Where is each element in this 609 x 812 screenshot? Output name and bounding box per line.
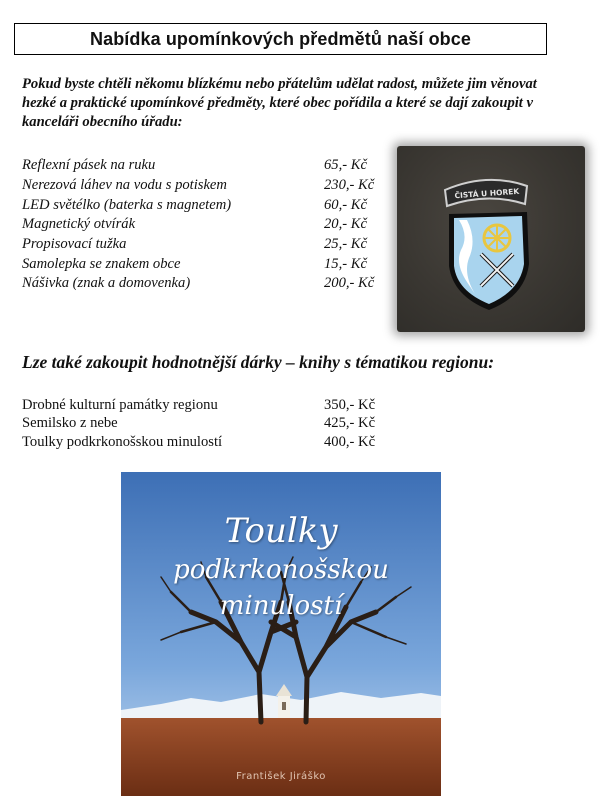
list-item [22,396,422,415]
ploughed-field [121,718,441,796]
page-title: Nabídka upomínkových předmětů naší obce [14,23,547,55]
embroidered-patch-image [397,146,585,332]
book-name: Drobné kulturní památky regionu [22,396,218,413]
list-item [22,156,402,176]
intro-paragraph: Pokud byste chtěli někomu blízkému nebo přátelům udělat radost, můžete jim věnovat hezké a praktické upomínkové předměty, které obec pořídila a které se dají zakoupit v kanceláři obecního úřadu: [22,76,537,130]
item-name: Reflexní pásek na ruku [22,157,156,174]
list-item [22,415,422,434]
book-name: Semilsko z nebe [22,415,118,432]
wheel-icon [484,225,510,251]
book-name: Toulky podkrkonošskou minulostí [22,433,223,450]
item-name: Propisovací tužka [22,236,127,253]
list-item [22,274,402,294]
item-price: 65,- Kč [324,157,367,174]
book-price: 425,- Kč [324,415,376,432]
book-price: 400,- Kč [324,433,376,450]
item-name: LED světélko (baterka s magnetem) [22,196,232,213]
list-item [22,176,402,196]
list-item [22,215,402,235]
item-price: 230,- Kč [324,177,375,194]
book-cover-image [121,472,441,796]
list-item [22,195,402,215]
list-item [22,254,402,274]
item-price: 15,- Kč [324,255,367,272]
cover-title-line: podkrkonošskou [173,555,389,585]
item-price: 200,- Kč [324,275,375,292]
item-name: Magnetický otvírák [22,216,136,233]
item-name: Nášivka (znak a domovenka) [22,275,191,292]
cover-title-line: Toulky [224,511,338,551]
cover-title-line: minulostí [219,591,343,621]
books-heading: Lze také zakoupit hodnotnější dárky – knihy s tématikou regionu: [22,352,495,372]
item-name: Samolepka se znakem obce [22,255,181,272]
book-cover-title [121,510,441,624]
souvenir-price-list [22,156,402,294]
book-price-list [22,396,422,452]
item-name: Nerezová láhev na vodu s potiskem [22,177,227,194]
book-cover-author: František Jiráško [236,771,326,782]
item-price: 20,- Kč [324,216,367,233]
list-item [22,433,422,452]
item-price: 60,- Kč [324,196,367,213]
patch-photo [397,146,585,332]
list-item [22,235,402,255]
patch-tab-text: ČISTÁ U HOREK [454,186,520,201]
book-price: 350,- Kč [324,396,376,413]
item-price: 25,- Kč [324,236,367,253]
